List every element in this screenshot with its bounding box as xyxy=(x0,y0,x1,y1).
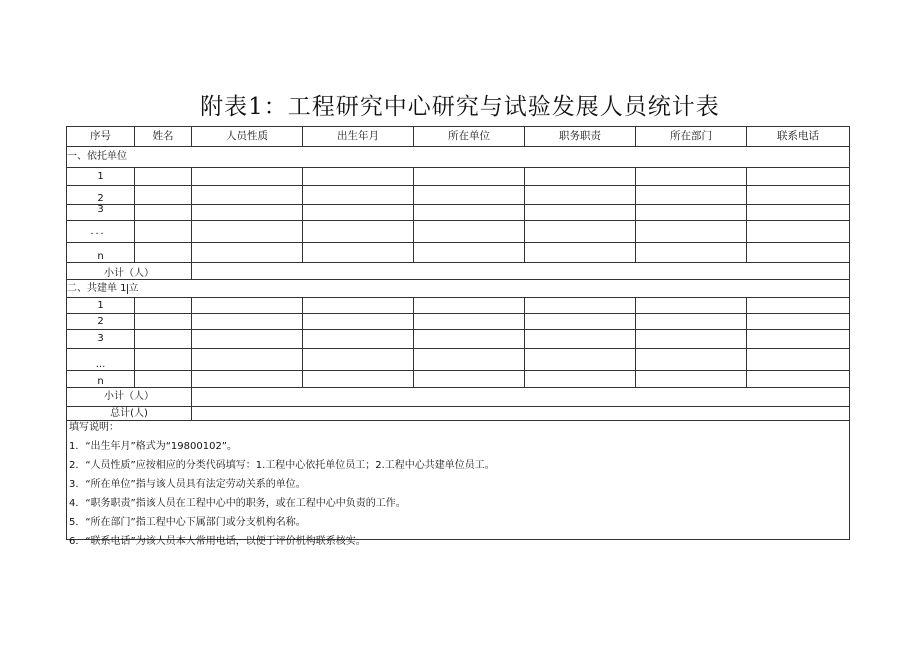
header-cell-phone: 联系电话 xyxy=(747,127,850,147)
name-cell[interactable] xyxy=(135,349,192,371)
phone-cell[interactable] xyxy=(747,168,850,186)
table-row xyxy=(67,186,850,205)
table-row xyxy=(67,298,850,314)
header-cell-birth: 出生年月 xyxy=(303,127,414,147)
table-row xyxy=(67,243,850,263)
phone-cell[interactable] xyxy=(747,205,850,221)
section-label-partner xyxy=(67,280,850,298)
type-cell[interactable] xyxy=(192,186,303,205)
unit-cell[interactable] xyxy=(414,314,525,330)
seq-cell: 1 xyxy=(67,298,135,314)
unit-cell[interactable] xyxy=(414,205,525,221)
duty-cell[interactable] xyxy=(525,314,636,330)
phone-cell[interactable] xyxy=(747,314,850,330)
unit-cell[interactable] xyxy=(414,298,525,314)
header-cell-duty: 职务职责 xyxy=(525,127,636,147)
type-cell[interactable] xyxy=(192,330,303,349)
duty-cell[interactable] xyxy=(525,349,636,371)
note-item: 4．“职务职责”指该人员在工程中心中的职务，或在工程中心中负责的工作。 xyxy=(69,498,406,509)
seq-cell: 2 xyxy=(67,314,135,330)
type-cell[interactable] xyxy=(192,205,303,221)
dept-cell[interactable] xyxy=(636,314,747,330)
table-row xyxy=(67,168,850,186)
phone-cell[interactable] xyxy=(747,186,850,205)
unit-cell[interactable] xyxy=(414,168,525,186)
birth-cell[interactable] xyxy=(303,349,414,371)
unit-cell[interactable] xyxy=(414,221,525,243)
birth-cell[interactable] xyxy=(303,186,414,205)
duty-cell[interactable] xyxy=(525,205,636,221)
name-cell[interactable] xyxy=(135,298,192,314)
unit-cell[interactable] xyxy=(414,243,525,263)
seq-cell: n xyxy=(67,243,135,263)
duty-cell[interactable] xyxy=(525,243,636,263)
section-label-host: 一、依托单位 xyxy=(67,147,850,168)
table-row xyxy=(67,371,850,388)
table-row xyxy=(67,349,850,371)
section-row-partner xyxy=(67,280,850,298)
seq-cell: n xyxy=(67,371,135,388)
type-cell[interactable] xyxy=(192,168,303,186)
table-row xyxy=(67,314,850,330)
notes-cell xyxy=(67,421,850,547)
subtotal-row-host xyxy=(67,263,850,280)
dept-cell[interactable] xyxy=(636,298,747,314)
duty-cell[interactable] xyxy=(525,186,636,205)
dept-cell[interactable] xyxy=(636,349,747,371)
total-label: 总计(人) xyxy=(67,407,192,421)
type-cell[interactable] xyxy=(192,371,303,388)
dept-cell[interactable] xyxy=(636,186,747,205)
header-cell-name: 姓名 xyxy=(135,127,192,147)
phone-cell[interactable] xyxy=(747,221,850,243)
type-cell[interactable] xyxy=(192,298,303,314)
table-row xyxy=(67,330,850,349)
phone-cell[interactable] xyxy=(747,298,850,314)
name-cell[interactable] xyxy=(135,221,192,243)
birth-cell[interactable] xyxy=(303,205,414,221)
unit-cell[interactable] xyxy=(414,330,525,349)
duty-cell[interactable] xyxy=(525,371,636,388)
total-value-cell[interactable] xyxy=(192,407,850,421)
duty-cell[interactable] xyxy=(525,298,636,314)
name-cell[interactable] xyxy=(135,168,192,186)
birth-cell[interactable] xyxy=(303,298,414,314)
total-row xyxy=(67,407,850,421)
unit-cell[interactable] xyxy=(414,371,525,388)
table-row xyxy=(67,205,850,221)
dept-cell[interactable] xyxy=(636,205,747,221)
birth-cell[interactable] xyxy=(303,371,414,388)
header-cell-seq: 序号 xyxy=(67,127,135,147)
dept-cell[interactable] xyxy=(636,168,747,186)
dept-cell[interactable] xyxy=(636,330,747,349)
duty-cell[interactable] xyxy=(525,221,636,243)
note-item: 2．“人员性质”应按相应的分类代码填写：1.工程中心依托单位员工；2.工程中心共建单位员工。 xyxy=(69,460,495,471)
section-row-host xyxy=(67,147,850,168)
birth-cell[interactable] xyxy=(303,330,414,349)
duty-cell[interactable] xyxy=(525,330,636,349)
subtotal-value-cell[interactable] xyxy=(192,388,850,407)
dept-cell[interactable] xyxy=(636,221,747,243)
notes-heading: 填写说明： xyxy=(69,422,119,433)
note-item: 6．“联系电话”为该人员本人常用电话，以便于评价机构联系核实。 xyxy=(69,536,366,547)
header-row xyxy=(67,127,850,147)
unit-cell[interactable] xyxy=(414,186,525,205)
note-item: 3．“所在单位”指与该人员具有法定劳动关系的单位。 xyxy=(69,479,306,490)
name-cell[interactable] xyxy=(135,205,192,221)
name-cell[interactable] xyxy=(135,243,192,263)
name-cell[interactable] xyxy=(135,371,192,388)
seq-cell: 3 xyxy=(67,330,135,349)
type-cell[interactable] xyxy=(192,243,303,263)
personnel-statistics-table xyxy=(66,126,850,547)
subtotal-value-cell[interactable] xyxy=(192,263,850,280)
phone-cell[interactable] xyxy=(747,243,850,263)
birth-cell[interactable] xyxy=(303,314,414,330)
dept-cell[interactable] xyxy=(636,371,747,388)
phone-cell[interactable] xyxy=(747,330,850,349)
table-row xyxy=(67,221,850,243)
note-item: 1．“出生年月”格式为“19800102”。 xyxy=(69,441,237,452)
subtotal-label: 小计（人） xyxy=(67,263,192,280)
phone-cell[interactable] xyxy=(747,371,850,388)
phone-cell[interactable] xyxy=(747,349,850,371)
subtotal-row-partner xyxy=(67,388,850,407)
name-cell[interactable] xyxy=(135,314,192,330)
header-cell-unit: 所在单位 xyxy=(414,127,525,147)
duty-cell[interactable] xyxy=(525,168,636,186)
name-cell[interactable] xyxy=(135,186,192,205)
seq-cell: 2 xyxy=(67,186,135,205)
seq-cell: ．．． xyxy=(67,221,135,243)
name-cell[interactable] xyxy=(135,330,192,349)
notes-row xyxy=(67,421,850,540)
dept-cell[interactable] xyxy=(636,243,747,263)
birth-cell[interactable] xyxy=(303,221,414,243)
header-cell-type: 人员性质 xyxy=(192,127,303,147)
type-cell[interactable] xyxy=(192,314,303,330)
section-label-partner-tail: 立 xyxy=(128,282,139,294)
type-cell[interactable] xyxy=(192,349,303,371)
header-cell-dept: 所在部门 xyxy=(636,127,747,147)
unit-cell[interactable] xyxy=(414,349,525,371)
seq-cell: 1 xyxy=(67,168,135,186)
page-title: 附表1：工程研究中心研究与试验发展人员统计表 xyxy=(200,94,720,120)
type-cell[interactable] xyxy=(192,221,303,243)
section-label-partner-text: 二、共建单 1 xyxy=(67,282,127,294)
seq-cell: ... xyxy=(67,349,135,371)
birth-cell[interactable] xyxy=(303,168,414,186)
note-item: 5．“所在部门”指工程中心下属部门或分支机构名称。 xyxy=(69,517,306,528)
seq-cell: 3 xyxy=(67,205,135,221)
subtotal-label: 小计（人） xyxy=(67,388,192,407)
birth-cell[interactable] xyxy=(303,243,414,263)
